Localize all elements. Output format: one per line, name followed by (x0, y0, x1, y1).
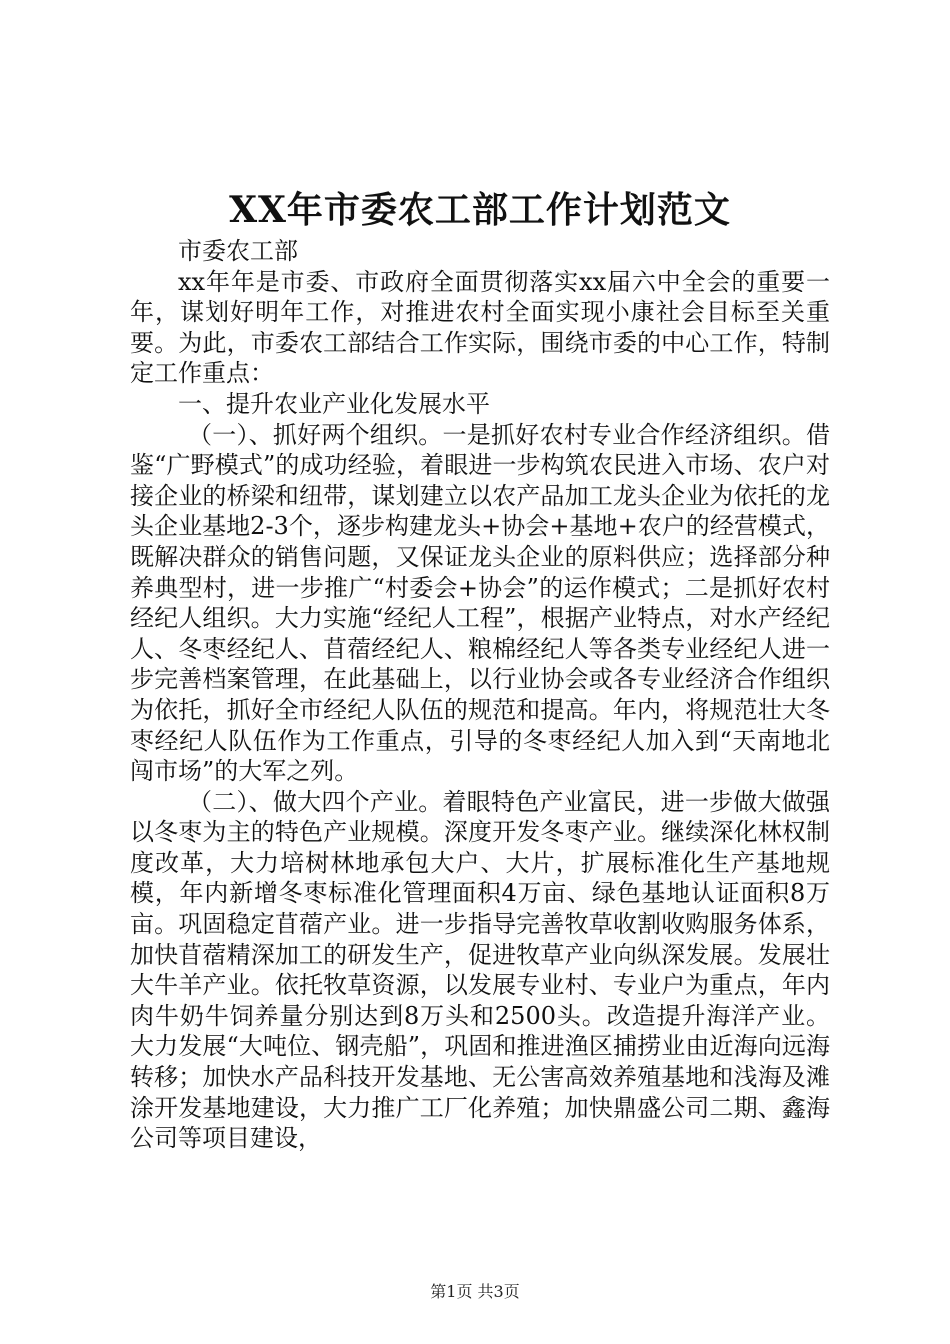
page-footer: 第1页 共3页 (430, 1282, 520, 1301)
document-page (130, 188, 830, 1154)
paragraph-industries: （二）、做大四个产业。着眼特色产业富民，进一步做大做强以冬枣为主的特色产业规模。深度开发冬枣产业。继续深化林权制度改革，大力培树林地承包大户、大片，扩展标准化生产基地规模，年内新增冬枣标准化管理面积4万亩、绿色基地认证面积8万亩。巩固稳定苜蓿产业。进一步指导完善牧草收割收购服务体系，加快苜蓿精深加工的研发生产，促进牧草产业向纵深发展。发展壮大牛羊产业。依托牧草资源，以发展专业村、专业户为重点，年内肉牛奶牛饲养量分别达到8万头和2500头。改造提升海洋产业。大力发展“大吨位、钢壳船”，巩固和推进渔区捕捞业由近海向远海转移；加快水产品科技开发基地、无公害高效养殖基地和浅海及滩涂开发基地建设，大力推广工厂化养殖；加快鼎盛公司二期、鑫海公司等项目建设， (130, 787, 830, 1153)
paragraph-intro: xx年年是市委、市政府全面贯彻落实xx届六中全会的重要一年，谋划好明年工作，对推进农村全面实现小康社会目标至关重要。为此，市委农工部结合工作实际，围绕市委的中心工作，特制定工作重点： (130, 267, 830, 388)
paragraph-department: 市委农工部 (178, 237, 298, 265)
document-title: XX年市委农工部工作计划范文 (229, 189, 731, 231)
section-heading-1: 一、提升农业产业化发展水平 (178, 389, 490, 418)
paragraph-organizations: （一）、抓好两个组织。一是抓好农村专业合作经济组织。借鉴“广野模式”的成功经验，着眼进一步构筑农民进入市场、农户对接企业的桥梁和纽带，谋划建立以农产品加工龙头企业为依托的龙头企业基地2-3个，逐步构建龙头+协会+基地+农户的经营模式，既解决群众的销售问题，又保证龙头企业的原料供应；选择部分种养典型村，进一步推广“村委会+协会”的运作模式；二是抓好农村经纪人组织。大力实施“经纪人工程”，根据产业特点，对水产经纪人、冬枣经纪人、苜蓿经纪人、粮棉经纪人等各类专业经纪人进一步完善档案管理，在此基础上，以行业协会或各专业经济合作组织为依托，抓好全市经纪人队伍的规范和提高。年内，将规范壮大冬枣经纪人队伍作为工作重点，引导的冬枣经纪人加入到“天南地北闯市场”的大军之列。 (130, 420, 830, 786)
